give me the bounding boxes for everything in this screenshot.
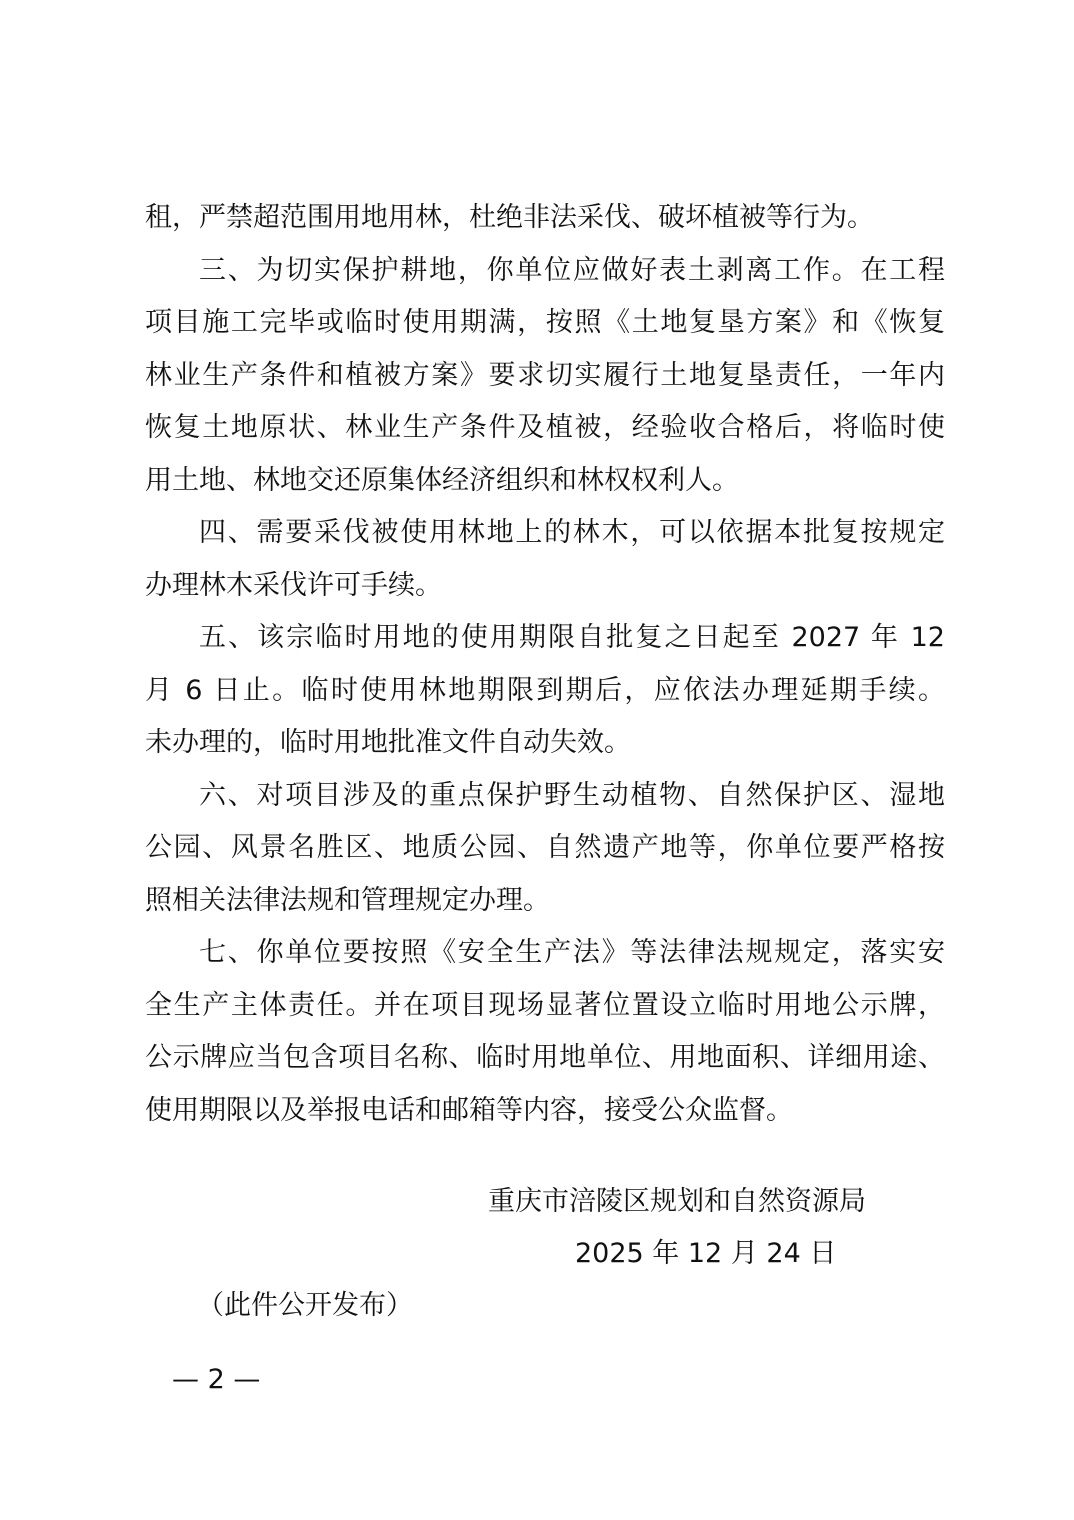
body-line: 公园、风景名胜区、地质公园、自然遗产地等，你单位要严格按 xyxy=(145,832,945,863)
body-line: 五、该宗临时用地的使用期限自批复之日起至 2027 年 12 xyxy=(199,622,945,653)
body-line: 公示牌应当包含项目名称、临时用地单位、用地面积、详细用途、 xyxy=(145,1042,945,1073)
body-line: 办理林木采伐许可手续。 xyxy=(145,569,442,601)
body-line: 租，严禁超范围用地用林，杜绝非法采伐、破坏植被等行为。 xyxy=(145,202,874,233)
body-line: 林业生产条件和植被方案》要求切实履行土地复垦责任，一年内 xyxy=(145,359,945,391)
publication-note: （此件公开发布） xyxy=(197,1290,413,1321)
body-line: 全生产主体责任。并在项目现场显著位置设立临时用地公示牌， xyxy=(145,989,945,1021)
body-line: 项目施工完毕或临时使用期满，按照《土地复垦方案》和《恢复 xyxy=(145,307,945,338)
body-line: 七、你单位要按照《安全生产法》等法律法规规定，落实安 xyxy=(199,937,945,968)
body-line: 用土地、林地交还原集体经济组织和林权权利人。 xyxy=(145,464,739,496)
body-line: 使用期限以及举报电话和邮箱等内容，接受公众监督。 xyxy=(145,1094,793,1126)
issuing-authority: 重庆市涪陵区规划和自然资源局 xyxy=(488,1186,866,1217)
page-number: — 2 — xyxy=(172,1364,261,1395)
body-line: 六、对项目涉及的重点保护野生动植物、自然保护区、湿地 xyxy=(199,779,945,811)
body-line: 三、为切实保护耕地，你单位应做好表土剥离工作。在工程 xyxy=(199,254,945,286)
body-line: 恢复土地原状、林业生产条件及植被，经验收合格后，将临时使 xyxy=(145,412,945,443)
issue-date: 2025 年 12 月 24 日 xyxy=(575,1238,837,1269)
document-body xyxy=(145,192,945,1137)
body-line: 未办理的，临时用地批准文件自动失效。 xyxy=(145,727,631,758)
body-line: 四、需要采伐被使用林地上的林木，可以依据本批复按规定 xyxy=(199,517,945,548)
body-line: 月 6 日止。临时使用林地期限到期后，应依法办理延期手续。 xyxy=(145,674,945,706)
body-line: 照相关法律法规和管理规定办理。 xyxy=(145,884,550,916)
